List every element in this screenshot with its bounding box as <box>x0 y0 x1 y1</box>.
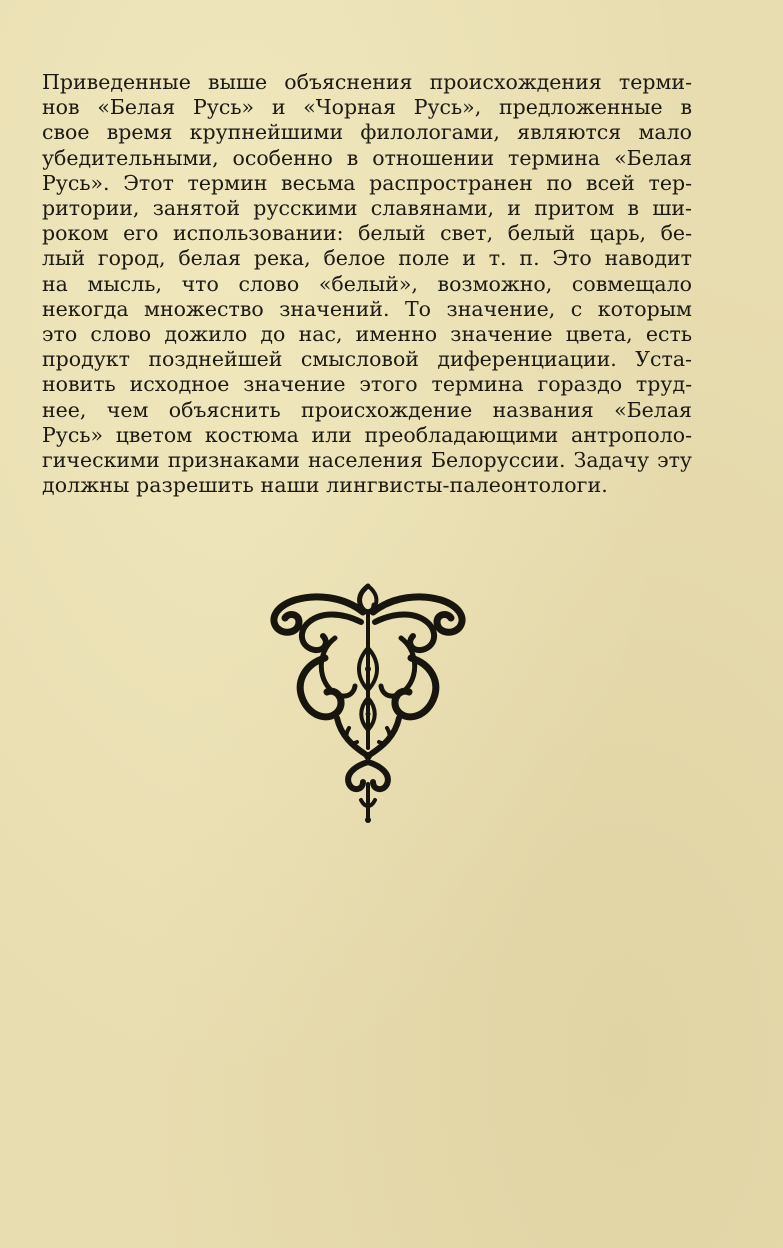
text-line: нее, чем объяснить происхождение названия «Белая <box>42 397 692 422</box>
text-line: гическими признаками населения Белоруссии. Задачу эту <box>42 448 692 473</box>
text-line-last: должны разрешить наши лингвисты-палеонтологи. <box>42 473 608 498</box>
text-line: ритории, занятой русскими славянами, и притом в ши- <box>42 196 692 221</box>
text-line: некогда множество значений. То значение, с которым <box>42 296 692 321</box>
text-line: новить исходное значение этого термина гораздо труд- <box>42 372 692 397</box>
text-line: убедительными, особенно в отношении термина «Белая <box>42 145 692 170</box>
text-line: лый город, белая река, белое поле и т. п. Это наводит <box>42 246 692 271</box>
text-line: Русь». Этот термин весьма распространен по всей тер- <box>42 170 692 195</box>
floral-tailpiece-ornament-icon <box>265 578 471 828</box>
text-line: это слово дожило до нас, именно значение цвета, есть <box>42 322 692 347</box>
text-line: продукт позднейшей смысловой диференциации. Уста- <box>42 347 692 372</box>
text-line: нов «Белая Русь» и «Чорная Русь», предложенные в <box>42 95 692 120</box>
text-line: Приведенные выше объяснения происхождения терми- <box>42 70 692 94</box>
text-line: роком его использовании: белый свет, белый царь, бе- <box>42 221 692 246</box>
text-line: Русь» цветом костюма или преобладающими антрополо- <box>42 422 692 447</box>
body-paragraph <box>42 70 692 498</box>
text-line: свое время крупнейшими филологами, являются мало <box>42 120 692 145</box>
text-line: на мысль, что слово «белый», возможно, совмещало <box>42 271 692 296</box>
